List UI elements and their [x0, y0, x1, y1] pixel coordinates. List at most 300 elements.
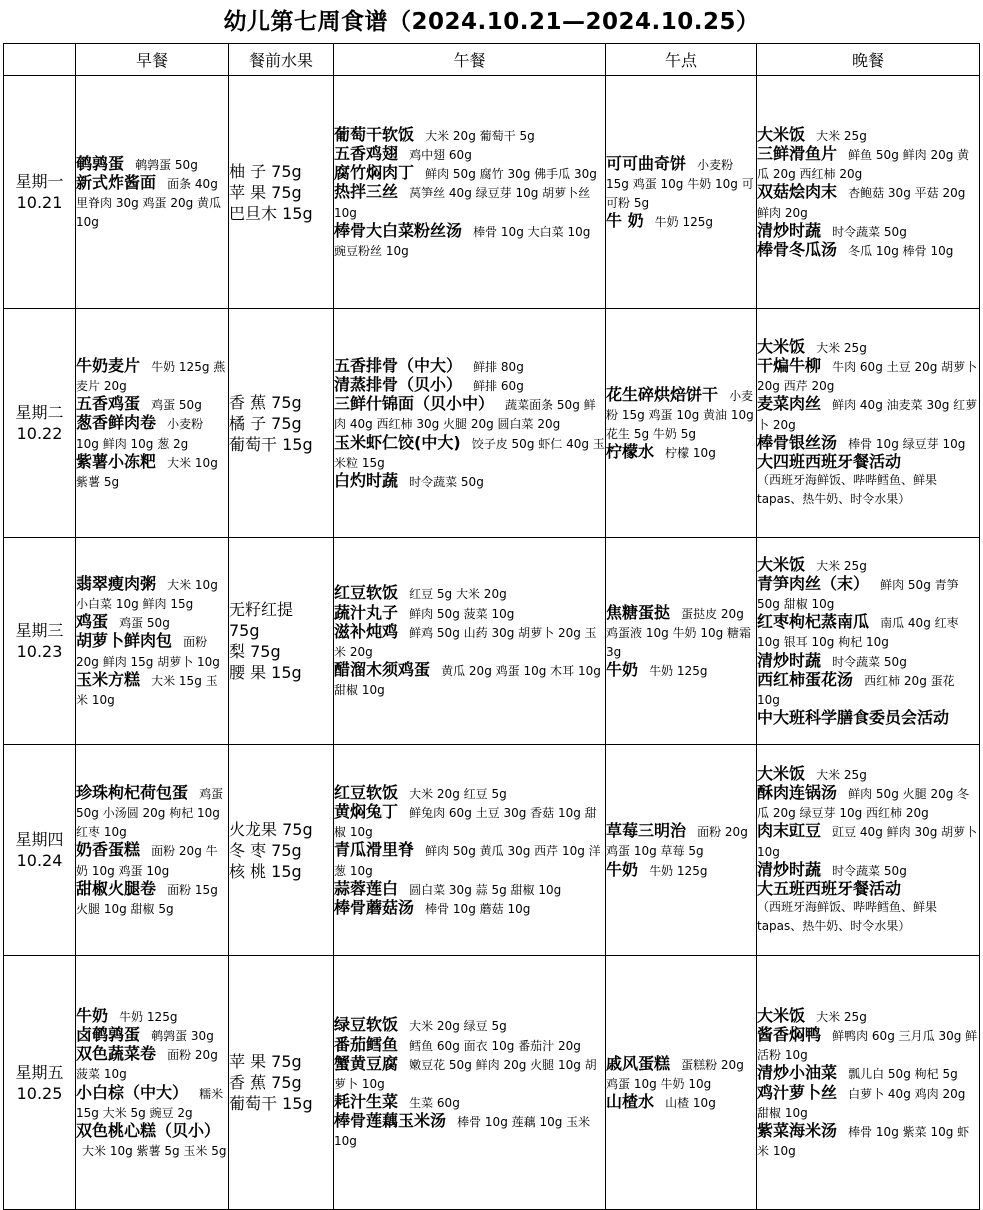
dish-ingredients: 鸡蛋 50g: [119, 616, 170, 631]
dish-item: [757, 860, 979, 879]
dish-ingredients: 鲜肉 50g 腐竹 30g 佛手瓜 30g: [425, 167, 597, 182]
fruit-item: 冬 枣 75g: [229, 840, 302, 860]
day-row: [4, 745, 980, 956]
dish-ingredients: 棒骨 10g 大白菜 10g 豌豆粉丝 10g: [334, 224, 591, 258]
dish-name: 大米饭: [757, 554, 806, 574]
dish-item: [757, 783, 979, 821]
dish-item: [334, 125, 605, 144]
dish-ingredients: 鸡蛋 50g 小汤圆 20g 枸杞 10g 红枣 10g: [76, 786, 224, 840]
dish-item: [334, 471, 605, 490]
dish-item: [757, 574, 979, 612]
dish-ingredients: 牛奶 125g: [649, 664, 708, 679]
dish-ingredients: 豇豆 40g 鲜肉 30g 胡萝卜 10g: [757, 825, 978, 859]
dish-ingredients: 时令蔬菜 50g: [832, 654, 907, 669]
dish-item: [757, 221, 979, 240]
dish-ingredients: 大米 10g 紫薯 5g: [76, 455, 218, 489]
dish-item: [606, 442, 756, 461]
dish-ingredients: 蛋糕粉 20g 鸡蛋 10g 牛奶 10g: [606, 1057, 744, 1091]
dish-ingredients: 鸡蛋 50g: [151, 398, 202, 413]
dish-name: 紫薯小冻粑: [76, 451, 157, 471]
dish-name: 清炒时蔬: [757, 859, 822, 879]
dish-ingredients: 棒骨 10g 紫菜 10g 虾米 10g: [757, 1124, 970, 1159]
dish-ingredients: 莴笋丝 40g 绿豆芽 10g 胡萝卜丝 10g: [334, 186, 591, 220]
dish-name: 甜椒火腿卷: [76, 878, 157, 898]
dish-name: 牛 奶: [606, 211, 644, 231]
dish-name: 红豆软饭: [334, 782, 399, 802]
dish-name: 奶香蛋糕: [76, 840, 141, 860]
dish-name: 五香鸡蛋: [76, 394, 141, 414]
dish-item: [606, 1054, 756, 1092]
dish-item: [76, 173, 228, 231]
dish-ingredients: 山楂 10g: [665, 1096, 716, 1111]
day-row: [4, 309, 980, 538]
snack-cell: [606, 76, 757, 309]
dish-name: 柠檬水: [606, 442, 655, 462]
dish-ingredients: 面粉 15g 火腿 10g 甜椒 5g: [76, 882, 218, 916]
dish-ingredients: 小麦粉 10g 鲜肉 10g 葱 2g: [76, 417, 204, 451]
breakfast-cell: [76, 309, 229, 538]
dish-name: 双菇烩肉末: [757, 182, 838, 202]
dish-item: [334, 163, 605, 182]
dish-item: [606, 154, 756, 212]
dish-item: [606, 1092, 756, 1111]
dish-item: [76, 356, 228, 394]
dish-ingredients: 大米 20g 葡萄干 5g: [425, 128, 535, 143]
dish-ingredients: 冬瓜 10g 棒骨 10g: [848, 243, 954, 258]
dish-name: 棒骨莲藕玉米汤: [334, 1111, 447, 1131]
dish-item: [334, 356, 605, 375]
lunch-cell: [334, 309, 606, 538]
dish-item: [334, 802, 605, 840]
dish-item: [606, 603, 756, 661]
fruit-item: 火龙果 75g: [229, 819, 313, 839]
fruit-item: 葡萄干 15g: [229, 1094, 313, 1113]
dish-name: 山楂水: [606, 1092, 655, 1112]
dish-item: [76, 1083, 228, 1121]
fruit-item: 柚 子 75g: [229, 161, 302, 181]
dish-ingredients: 牛奶 125g: [649, 863, 708, 878]
dish-ingredients: 鲜排 80g: [473, 359, 524, 374]
dish-name: 清炒小油菜: [757, 1063, 838, 1083]
dish-ingredients: 大米 25g: [816, 128, 867, 143]
dish-item: [757, 452, 979, 471]
day-cell: [4, 745, 76, 956]
dish-ingredients: 鲜鸭肉 60g 三月瓜 30g 鲜活粉 10g: [757, 1028, 978, 1063]
dish-ingredients: 鹌鹑蛋 30g: [151, 1028, 214, 1043]
dish-name: 玉米虾仁饺(中大): [334, 432, 461, 452]
dish-item: [757, 764, 979, 783]
fruit-cell: [229, 309, 334, 538]
dish-item: [757, 433, 979, 452]
dish-item: [334, 1035, 605, 1054]
dish-item: [76, 413, 228, 451]
fruit-cell: [229, 956, 334, 1210]
dish-item: [334, 144, 605, 163]
dish-item: [757, 1025, 979, 1063]
dish-name: 戚风蛋糕: [606, 1053, 671, 1073]
dish-name: 卤鹌鹑蛋: [76, 1024, 141, 1044]
dish-ingredients: 饺子皮 50g 虾仁 40g 玉米粒 15g: [334, 436, 605, 470]
dish-ingredients: 圆白菜 30g 蒜 5g 甜椒 10g: [409, 882, 562, 897]
header-row: [4, 44, 980, 76]
dish-ingredients: 鲜肉 50g 菠菜 10g: [409, 606, 515, 621]
dish-ingredients: 红豆 5g 大米 20g: [409, 587, 507, 602]
dish-item: [606, 385, 756, 443]
dish-name: 草莓三明治: [606, 821, 687, 841]
weekday-label: 星期一: [15, 172, 64, 191]
dish-ingredients: 牛奶 125g: [654, 215, 714, 230]
dish-item: [334, 182, 605, 220]
header-lunch: 午餐: [334, 44, 606, 76]
dish-ingredients: 牛奶 125g 燕麦片 20g: [76, 359, 226, 394]
dish-ingredients: 鲜排 60g: [473, 379, 524, 394]
date-label: 10.24: [16, 851, 63, 870]
dish-ingredients: 大米 20g 红豆 5g: [409, 786, 507, 801]
activity-note: （西班牙海鲜饭、哔哔鳕鱼、鲜果tapas、热牛奶、时令水果）: [757, 473, 938, 507]
dish-name: 大米饭: [757, 336, 806, 356]
dish-item: [606, 860, 756, 879]
date-label: 10.23: [16, 642, 63, 661]
fruit-item: 腰 果 15g: [229, 663, 302, 682]
fruit-item: 葡萄干 15g: [229, 434, 313, 454]
dish-item: [334, 622, 605, 660]
dish-ingredients: 大米 25g: [816, 558, 867, 573]
dish-name: 酥肉连锅汤: [757, 783, 838, 803]
dish-ingredients: 时令蔬菜 50g: [832, 863, 907, 878]
fruit-item: 75g: [229, 621, 260, 640]
menu-body: [4, 76, 980, 1210]
dish-item: [76, 452, 228, 490]
lunch-cell: [334, 956, 606, 1210]
dish-name: 白灼时蔬: [334, 470, 399, 490]
date-label: 10.22: [16, 424, 63, 443]
dish-item: [757, 612, 979, 650]
dish-ingredients: 时令蔬菜 50g: [832, 224, 907, 239]
dish-name: 青瓜滑里脊: [334, 840, 415, 860]
dish-ingredients: 大米 25g: [816, 767, 867, 782]
fruit-item: 无籽红提: [229, 600, 294, 619]
dish-item: [757, 1121, 979, 1159]
dish-name: 中大班科学膳食委员会活动: [757, 708, 950, 728]
dish-ingredients: 鹌鹑蛋 50g: [135, 157, 198, 172]
weekday-label: 星期五: [15, 1062, 64, 1082]
day-cell: [4, 956, 76, 1210]
dish-ingredients: 鲜鸡 50g 山药 30g 胡萝卜 20g 玉米 20g: [334, 625, 597, 659]
dish-item: [76, 670, 228, 708]
dish-item: [334, 1092, 605, 1111]
dish-name: 黄焖兔丁: [334, 802, 399, 822]
dish-item: [757, 394, 979, 432]
dish-item: [757, 1006, 979, 1025]
dish-item: [757, 670, 979, 708]
dinner-cell: [757, 309, 980, 538]
dish-name: 牛奶: [606, 660, 639, 680]
fruit-item: 苹 果 75g: [229, 1052, 302, 1071]
dish-ingredients: 白萝卜 40g 鸡肉 20g 甜椒 10g: [757, 1086, 966, 1120]
lunch-cell: [334, 76, 606, 309]
dish-ingredients: 面条 40g 里脊肉 30g 鸡蛋 20g 黄瓜 10g: [76, 176, 222, 230]
dish-name: 五香排骨（中大）: [334, 355, 463, 375]
dish-ingredients: 小麦粉 15g 鸡蛋 10g 牛奶 10g 可可粉 5g: [606, 157, 754, 210]
dish-item: [334, 1015, 605, 1034]
dish-ingredients: 时令蔬菜 50g: [409, 474, 484, 489]
header-breakfast: 早餐: [76, 44, 229, 76]
dish-item: [334, 1111, 605, 1149]
dish-item: [757, 708, 979, 727]
dish-item: [606, 211, 756, 230]
dish-item: [76, 612, 228, 631]
dish-ingredients: 鲜肉 40g 油麦菜 30g 红萝卜 20g: [757, 398, 978, 432]
dish-name: 焦糖蛋挞: [606, 602, 671, 622]
breakfast-cell: [76, 538, 229, 745]
menu-title: 幼儿第七周食谱（2024.10.21—2024.10.25）: [223, 9, 760, 35]
dish-item: [334, 433, 605, 471]
dinner-cell: [757, 745, 980, 956]
dish-item: [757, 240, 979, 259]
fruit-item: 香 蕉 75g: [229, 1073, 302, 1092]
dish-name: 棒骨蘑菇汤: [334, 897, 415, 917]
dish-name: 鸡汁萝卜丝: [757, 1082, 838, 1102]
dish-ingredients: 大米 15g 玉米 10g: [76, 673, 218, 707]
fruit-item: 巴旦木 15g: [229, 203, 313, 223]
dish-item: [606, 821, 756, 859]
fruit-item: 苹 果 75g: [229, 182, 302, 202]
dish-name: 腐竹焖肉丁: [334, 163, 415, 183]
dish-ingredients: 鳕鱼 60g 面衣 10g 番茄汁 20g: [409, 1038, 581, 1053]
dish-name: 双色桃心糕（贝小）: [76, 1120, 221, 1140]
dish-item: [757, 356, 979, 394]
header-dinner: 晚餐: [757, 44, 980, 76]
dish-ingredients: 牛奶 125g: [119, 1009, 178, 1024]
dish-ingredients: 鲜肉 50g 火腿 20g 冬瓜 20g 绿豆芽 10g 西红柿 20g: [757, 787, 970, 821]
dish-name: 双色蔬菜卷: [76, 1044, 157, 1064]
dish-name: 蒜蓉莲白: [334, 878, 399, 898]
day-row: [4, 538, 980, 745]
dish-item: [757, 125, 979, 144]
dish-ingredients: 小麦粉 15g 鸡蛋 10g 黄油 10g 花生 5g 牛奶 5g: [606, 388, 754, 441]
fruit-item: 香 蕉 75g: [229, 392, 302, 412]
dish-item: [76, 394, 228, 413]
dinner-cell: [757, 956, 980, 1210]
dish-name: 热拌三丝: [334, 182, 399, 202]
breakfast-cell: [76, 745, 229, 956]
dish-ingredients: 西红柿 20g 蛋花 10g: [757, 673, 955, 707]
dish-ingredients: 糯米 15g 大米 5g 豌豆 2g: [76, 1086, 224, 1120]
weekly-menu-table: [3, 43, 980, 1210]
dish-ingredients: 面粉 20g 鸡蛋 10g 草莓 5g: [606, 825, 748, 859]
dish-name: 滋补炖鸡: [334, 621, 399, 641]
dish-item: [757, 182, 979, 220]
dish-name: 棒骨冬瓜汤: [757, 239, 838, 259]
dish-ingredients: 嫩豆花 50g 鲜肉 20g 火腿 10g 胡萝卜 10g: [334, 1057, 597, 1091]
dish-name: 醋溜木须鸡蛋: [334, 660, 431, 680]
dish-ingredients: 鲜兔肉 60g 土豆 30g 香菇 10g 甜椒 10g: [334, 806, 597, 840]
dish-item: [334, 375, 605, 394]
dish-name: 牛奶: [76, 1005, 109, 1025]
dish-item: [334, 783, 605, 802]
dish-name: 小白棕（中大）: [76, 1082, 189, 1102]
weekday-label: 星期三: [15, 621, 64, 640]
fruit-cell: [229, 745, 334, 956]
dish-ingredients: 面粉 20g 鲜肉 15g 胡萝卜 10g: [76, 635, 220, 669]
snack-cell: [606, 745, 757, 956]
day-row: [4, 956, 980, 1210]
fruit-item: 橘 子 75g: [229, 413, 302, 433]
dish-item: [334, 879, 605, 898]
header-fruit: 餐前水果: [229, 44, 334, 76]
dish-item: [757, 1063, 979, 1082]
breakfast-cell: [76, 76, 229, 309]
dish-item: [334, 660, 605, 698]
dish-name: 珍珠枸杞荷包蛋: [76, 782, 189, 802]
dish-item: [757, 651, 979, 670]
dish-item: [76, 1006, 228, 1025]
date-label: 10.21: [16, 193, 63, 212]
dish-name: 葡萄干软饭: [334, 124, 415, 144]
dish-ingredients: 柠檬 10g: [665, 446, 716, 461]
dish-name: 大米饭: [757, 1005, 806, 1025]
dish-ingredients: 鲜肉 50g 青笋 50g 甜椒 10g: [757, 577, 959, 612]
lunch-cell: [334, 538, 606, 745]
dish-name: 红枣枸杞蒸南瓜: [757, 612, 870, 632]
dish-name: 红豆软饭: [334, 583, 399, 603]
dish-name: 大四班西班牙餐活动: [757, 451, 902, 471]
dish-item: [334, 394, 605, 432]
dish-name: 清炒时蔬: [757, 650, 822, 670]
dish-ingredients: 蛋挞皮 20g 鸡蛋液 10g 牛奶 10g 糖霜 3g: [606, 606, 752, 659]
snack-cell: [606, 309, 757, 538]
dish-item: [757, 1083, 979, 1121]
dish-ingredients: 棒骨 10g 绿豆芽 10g: [848, 436, 966, 451]
dish-ingredients: 大米 20g 绿豆 5g: [409, 1019, 507, 1034]
dish-name: 鹌鹑蛋: [76, 153, 125, 173]
dish-name: 紫菜海米汤: [757, 1120, 838, 1140]
dish-name: 酱香焖鸭: [757, 1024, 822, 1044]
dish-ingredients: 瓢儿白 50g 枸杞 5g: [848, 1067, 958, 1082]
dish-name: 蔬汁丸子: [334, 602, 399, 622]
activity-note: （西班牙海鲜饭、哔哔鳕鱼、鲜果tapas、热牛奶、时令水果）: [757, 900, 938, 934]
dish-name: 三鲜什锦面（贝小中）: [334, 394, 495, 414]
dish-ingredients: 黄瓜 20g 鸡蛋 10g 木耳 10g 甜椒 10g: [334, 664, 601, 698]
dish-name: 干煸牛柳: [757, 356, 822, 376]
dish-name: 三鲜滑鱼片: [757, 144, 838, 164]
day-cell: [4, 309, 76, 538]
dish-item: [76, 840, 228, 878]
day-cell: [4, 538, 76, 745]
dish-name: 牛奶: [606, 859, 639, 879]
dish-name: 棒骨大白菜粉丝汤: [334, 220, 463, 240]
breakfast-cell: [76, 956, 229, 1210]
day-row: [4, 76, 980, 309]
dish-name: 清炒时蔬: [757, 220, 822, 240]
dish-item: [757, 879, 979, 898]
dish-name: 玉米方糕: [76, 669, 141, 689]
fruit-item: 核 桃 15g: [229, 861, 302, 881]
dinner-cell: [757, 538, 980, 745]
dish-ingredients: 鲜鱼 50g 鲜肉 20g 黄瓜 20g 西红柿 20g: [757, 148, 970, 182]
dish-ingredients: 棒骨 10g 莲藕 10g 玉米 10g: [334, 1115, 591, 1149]
dish-name: 青笋肉丝（末）: [757, 573, 870, 593]
dish-name: 绿豆软饭: [334, 1015, 399, 1035]
dish-name: 花生碎烘焙饼干: [606, 384, 719, 404]
snack-cell: [606, 538, 757, 745]
dish-item: [757, 144, 979, 182]
dish-ingredients: 大米 10g 小白菜 10g 鲜肉 15g: [76, 577, 218, 612]
dish-name: 翡翠瘦肉粥: [76, 573, 157, 593]
header-corner: [4, 44, 76, 76]
dish-name: 可可曲奇饼: [606, 153, 687, 173]
dish-item: [76, 574, 228, 612]
dish-ingredients: 蔬菜面条 50g 鲜肉 40g 西红柿 30g 火腿 20g 圆白菜 20g: [334, 398, 596, 432]
date-label: 10.25: [16, 1083, 63, 1103]
dish-name: 西红柿蛋花汤: [757, 669, 854, 689]
lunch-cell: [334, 745, 606, 956]
dish-ingredients: 杏鲍菇 30g 平菇 20g 鲜肉 20g: [757, 186, 966, 220]
weekday-label: 星期四: [15, 830, 64, 849]
dish-item: [334, 583, 605, 602]
dish-item: [76, 1025, 228, 1044]
dish-item: [76, 879, 228, 917]
snack-cell: [606, 956, 757, 1210]
fruit-cell: [229, 538, 334, 745]
dish-ingredients: 生菜 60g: [409, 1096, 460, 1111]
dish-ingredients: 大米 10g 紫薯 5g 玉米 5g: [82, 1144, 227, 1159]
dish-item: [334, 603, 605, 622]
dish-item: [76, 1044, 228, 1082]
dish-name: 大米饭: [757, 763, 806, 783]
dish-ingredients: 大米 25g: [816, 1009, 867, 1024]
dish-item: [757, 821, 979, 859]
dish-name: 大米饭: [757, 124, 806, 144]
dish-item: [757, 555, 979, 574]
dish-name: 棒骨银丝汤: [757, 432, 838, 452]
dish-ingredients: 鲜肉 50g 黄瓜 30g 西芹 10g 洋葱 10g: [334, 844, 601, 878]
dish-item: [334, 221, 605, 259]
dish-name: 蟹黄豆腐: [334, 1053, 399, 1073]
dish-name: 鸡蛋: [76, 612, 109, 632]
dish-ingredients: 鸡中翅 60g: [409, 148, 472, 163]
weekday-label: 星期二: [15, 403, 64, 422]
dish-name: 五香鸡翅: [334, 144, 399, 164]
dish-ingredients: 棒骨 10g 蘑菇 10g: [425, 901, 531, 916]
dish-item: [334, 1054, 605, 1092]
dish-ingredients: 牛肉 60g 土豆 20g 胡萝卜 20g 西芹 20g: [757, 360, 978, 394]
dish-ingredients: 面粉 20g 菠菜 10g: [76, 1048, 218, 1082]
dish-name: 清蒸排骨（贝小）: [334, 375, 463, 395]
dish-name: 肉末豇豆: [757, 821, 822, 841]
dish-name: 耗汁生菜: [334, 1092, 399, 1112]
dish-item: [76, 1121, 228, 1159]
dish-name: 番茄鳕鱼: [334, 1034, 399, 1054]
dish-item: [606, 660, 756, 679]
dish-ingredients: 大米 25g: [816, 340, 867, 355]
dish-item: [76, 631, 228, 669]
day-cell: [4, 76, 76, 309]
header-snack: 午点: [606, 44, 757, 76]
dish-name: 麦菜肉丝: [757, 394, 822, 414]
dish-ingredients: 南瓜 40g 红枣 10g 银耳 10g 枸杞 10g: [757, 616, 959, 650]
dish-name: 牛奶麦片: [76, 355, 141, 375]
dish-ingredients: 面粉 20g 牛奶 10g 鸡蛋 10g: [76, 844, 218, 878]
dish-name: 大五班西班牙餐活动: [757, 878, 902, 898]
dish-name: 新式炸酱面: [76, 172, 157, 192]
dish-item: [757, 337, 979, 356]
dish-name: 胡萝卜鲜肉包: [76, 631, 173, 651]
dish-item: [76, 783, 228, 841]
dinner-cell: [757, 76, 980, 309]
dish-item: [76, 154, 228, 173]
dish-item: [334, 898, 605, 917]
